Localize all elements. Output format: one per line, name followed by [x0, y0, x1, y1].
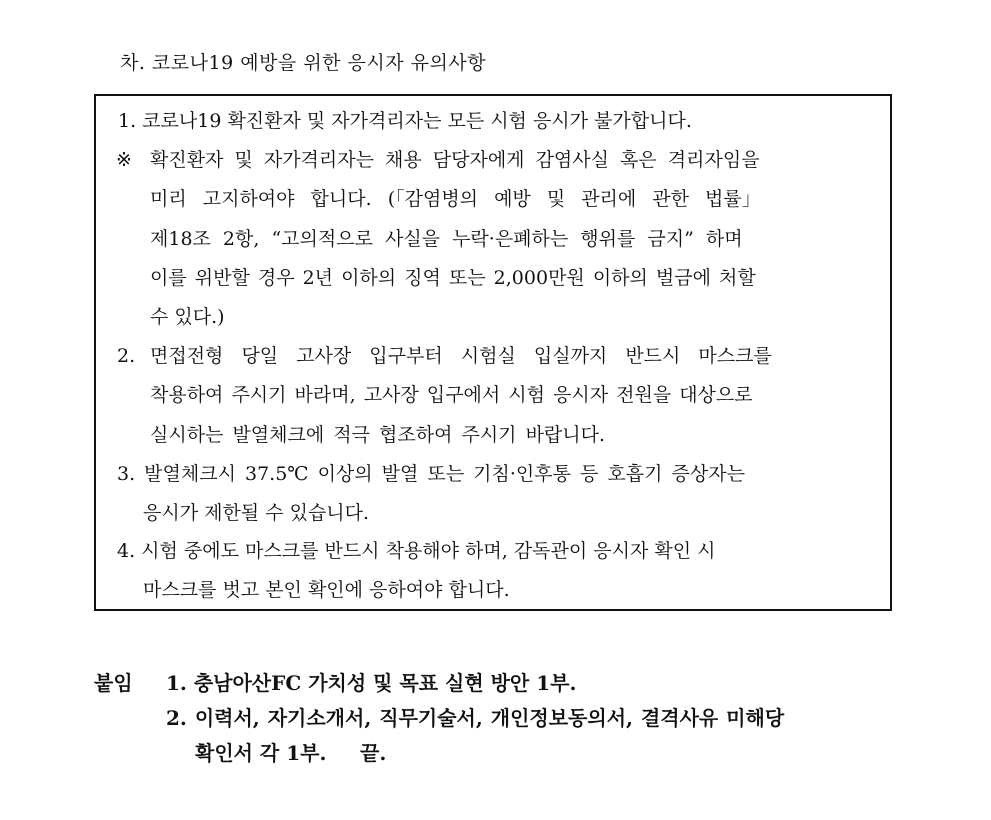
- item-2-line-2: 착용하여 주시기 바라며, 고사장 입구에서 시험 응시자 전원을 대상으로: [150, 384, 753, 406]
- note-line-3: 제18조 2항, “고의적으로 사실을 누락·은폐하는 행위를 금지” 하며: [150, 228, 743, 250]
- attachment-item-2-cont: 확인서 각 1부.: [195, 741, 327, 765]
- note-line-1: 확진환자 및 자가격리자는 채용 담당자에게 감염사실 혹은 격리자임을: [150, 149, 760, 171]
- attachment-label: 붙임: [94, 671, 133, 695]
- section-title: 차. 코로나19 예방을 위한 응시자 유의사항: [120, 52, 487, 74]
- note-line-5: 수 있다.): [150, 306, 225, 328]
- note-line-4: 이를 위반할 경우 2년 이하의 징역 또는 2,000만원 이하의 벌금에 처할: [150, 267, 756, 289]
- notice-item-1: 1. 코로나19 확진환자 및 자가격리자는 모든 시험 응시가 불가합니다.: [118, 110, 692, 132]
- item-2-line-3: 실시하는 발열체크에 적극 협조하여 주시기 바랍니다.: [150, 424, 606, 446]
- item-3-line-2: 응시가 제한될 수 있습니다.: [143, 502, 370, 524]
- end-mark: 끝.: [360, 741, 387, 765]
- attachment-item-2: 2. 이력서, 자기소개서, 직무기술서, 개인정보동의서, 결격사유 미해당: [166, 706, 785, 730]
- item-3-line-1: 3. 발열체크시 37.5℃ 이상의 발열 또는 기침·인후통 등 호흡기 증상자는: [117, 463, 745, 485]
- item-4-line-2: 마스크를 벗고 본인 확인에 응하여야 합니다.: [143, 579, 510, 601]
- item-4-line-1: 4. 시험 중에도 마스크를 반드시 착용해야 하며, 감독관이 응시자 확인 시: [117, 540, 716, 562]
- note-mark: ※: [116, 149, 132, 171]
- attachment-item-1: 1. 충남아산FC 가치성 및 목표 실현 방안 1부.: [166, 671, 577, 695]
- item-2-line-1: 면접전형 당일 고사장 입구부터 시험실 입실까지 반드시 마스크를: [150, 345, 772, 367]
- item-2-mark: 2.: [117, 345, 136, 367]
- note-line-2: 미리 고지하여야 합니다. (「감염병의 예방 및 관리에 관한 법률」: [150, 188, 761, 210]
